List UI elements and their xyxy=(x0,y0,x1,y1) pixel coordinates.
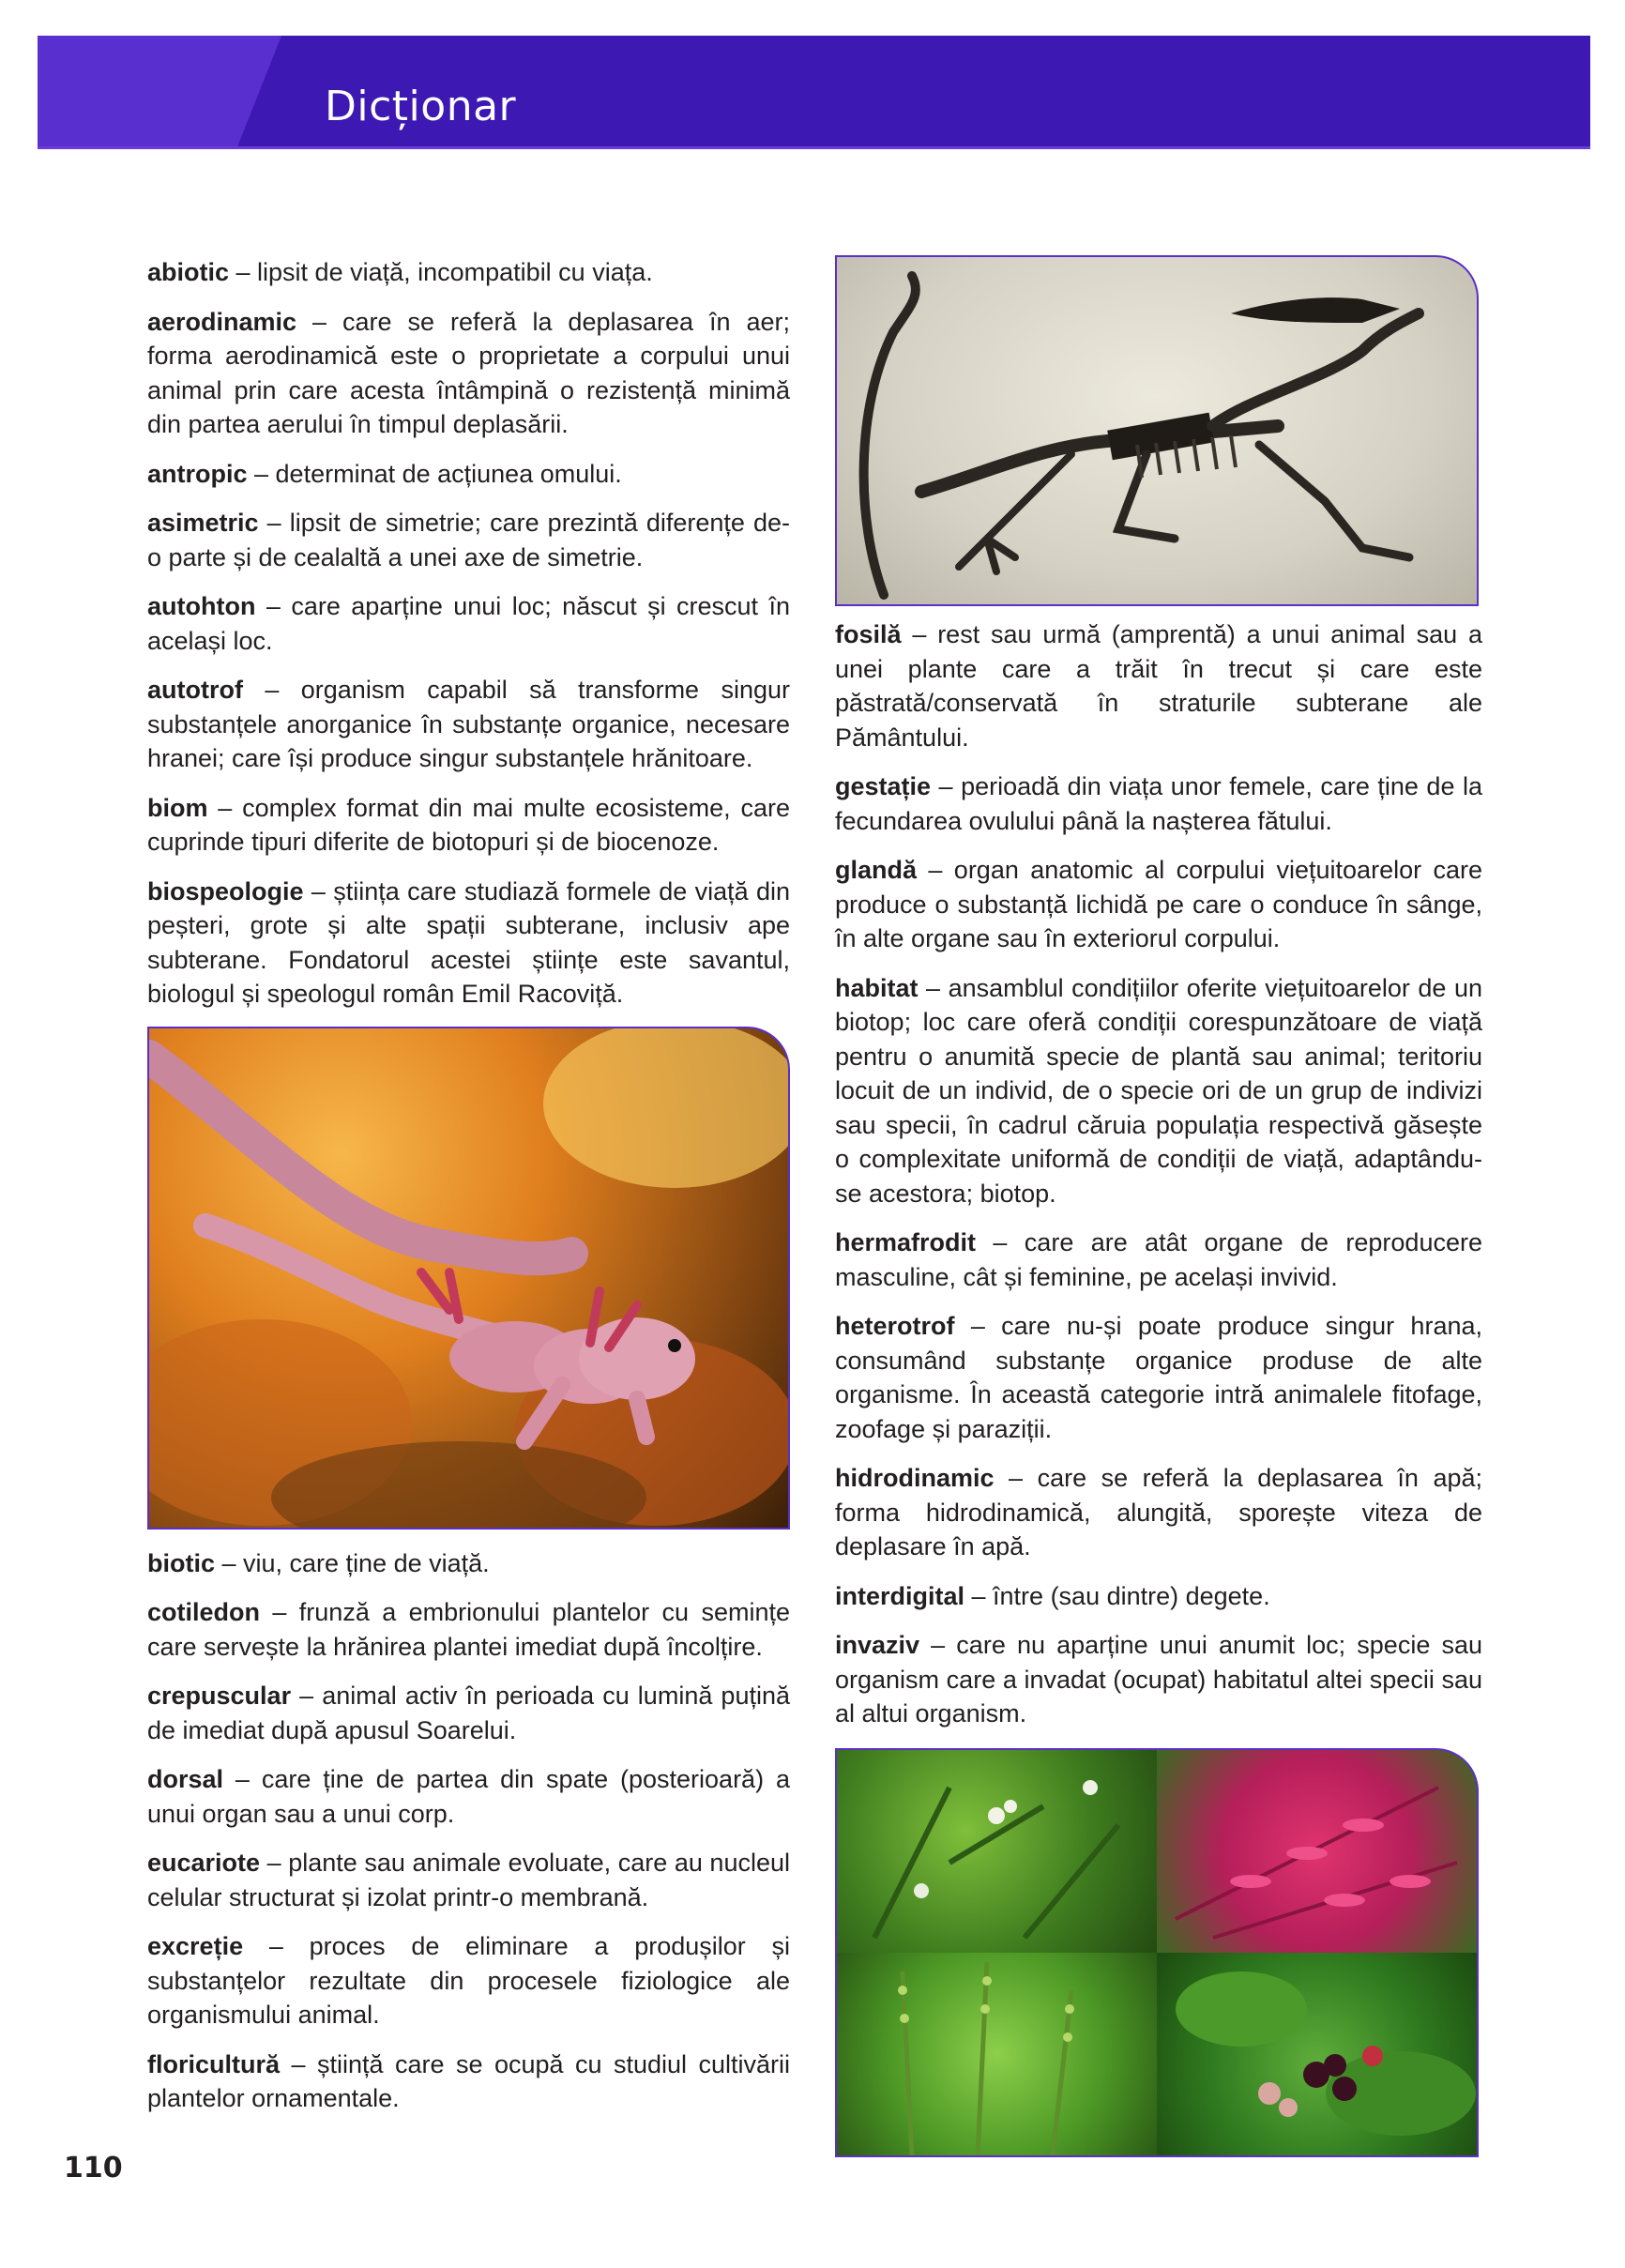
entry-definition: – determinat de acțiunea omului. xyxy=(247,459,622,488)
page-header xyxy=(38,36,1590,149)
fossil-photo xyxy=(835,255,1479,606)
entry-term: habitat xyxy=(835,973,919,1002)
dictionary-entry xyxy=(147,255,790,290)
entry-term: autohton xyxy=(147,592,256,620)
entry-term: biotic xyxy=(147,1548,215,1577)
entry-term: hidrodinamic xyxy=(835,1464,995,1492)
entry-term: biospeologie xyxy=(147,876,304,906)
entry-definition: – rest sau urmă (amprentă) a unui animal sau a unei plante care a trăit în trecut și care este păstrată/conservată în straturile subterane ale Pământului. xyxy=(835,620,1482,752)
entry-term: glandă xyxy=(835,856,918,884)
dictionary-entry xyxy=(835,1461,1482,1564)
invasive-plants-photo-grid xyxy=(835,1748,1479,2157)
entry-term: biom xyxy=(147,793,208,822)
dictionary-entry xyxy=(835,769,1482,838)
entry-definition: – complex format din mai multe ecosisteme, care cuprinde tipuri diferite de biotopuri și de biocenoze. xyxy=(147,793,790,856)
dictionary-entry xyxy=(147,1762,790,1831)
entry-definition: – care se referă la deplasarea în apă; forma hidrodinamică, alungită, sporește viteza de deplasare în apă. xyxy=(835,1464,1482,1560)
dictionary-entry xyxy=(147,305,790,442)
right-column xyxy=(835,255,1482,2157)
dictionary-entry xyxy=(835,1579,1482,1614)
entry-term: abiotic xyxy=(147,258,230,286)
dictionary-entry xyxy=(147,791,790,860)
entry-term: crepuscular xyxy=(147,1682,292,1710)
entry-definition: – ansamblul condițiilor oferite viețuitoarelor de un biotop; loc care oferă condiții corespunzătoare de viață pentru o anumită specie de plantă sau animal; teritoriu locuit de un individ, de o specie ori de un grup de indivizi sau specii, în cadrul căruia populația respectivă găsește o complexitate uniformă de condiții de viață, adaptându-se acestora; biotop. xyxy=(835,973,1482,1208)
entry-definition: – care are atât organe de reproducere masculine, cât și feminine, pe același invivid. xyxy=(835,1228,1482,1291)
dictionary-entry xyxy=(147,875,790,1012)
dictionary-entry xyxy=(147,457,790,492)
dictionary-entry xyxy=(835,1309,1482,1446)
entry-definition: – știință care se ocupă cu studiul cultivării plantelor ornamentale. xyxy=(147,2049,790,2112)
left-column xyxy=(147,255,790,2131)
dictionary-entry xyxy=(147,673,790,776)
entry-term: cotiledon xyxy=(147,1598,260,1626)
entry-definition: – între (sau dintre) degete. xyxy=(964,1581,1270,1610)
entry-term: interdigital xyxy=(835,1581,965,1610)
entry-term: dorsal xyxy=(147,1765,224,1793)
dictionary-entry xyxy=(835,971,1482,1211)
page-title: Dicționar xyxy=(325,83,517,130)
dictionary-entry xyxy=(147,1595,790,1664)
entry-term: antropic xyxy=(147,459,248,488)
dictionary-entry xyxy=(835,1628,1482,1731)
entry-term: excreție xyxy=(147,1932,244,1960)
dictionary-entry xyxy=(147,589,790,658)
entry-term: gestație xyxy=(835,772,932,800)
entry-definition: – care nu aparține unui anumit loc; specie sau organism care a invadat (ocupat) habitatul altei specii sau al altui organism. xyxy=(835,1631,1482,1728)
dictionary-entry xyxy=(147,1546,790,1581)
dictionary-entry xyxy=(147,1846,790,1914)
entry-term: eucariote xyxy=(147,1849,261,1877)
entry-definition: – care ține de partea din spate (posterioară) a unui organ sau a unui corp. xyxy=(147,1765,790,1828)
entry-term: fosilă xyxy=(835,620,902,648)
entry-definition: – știința care studiază formele de viață din peșteri, grote și alte spații subterane, inclusiv ape subterane. Fondatorul acestei științe este savantul, biologul și speologul român Emil Racoviță. xyxy=(147,876,790,1008)
entry-definition: – organ anatomic al corpului viețuitoarelor care produce o substanță lichidă pe care o conduce în sânge, în alte organe sau în exteriorul corpului. xyxy=(835,856,1482,952)
entry-definition: – plante sau animale evoluate, care au nucleul celular structurat și izolat printr-o membrană. xyxy=(147,1849,790,1911)
salamander-illustration xyxy=(149,1028,788,1528)
dictionary-entry xyxy=(835,617,1482,754)
entry-term: asimetric xyxy=(147,509,259,537)
entry-term: aerodinamic xyxy=(147,307,297,336)
plant-photo-top-right xyxy=(1157,1750,1477,1953)
entry-definition: – lipsit de simetrie; care prezintă diferențe de-o parte și de cealaltă a unei axe de simetrie. xyxy=(147,509,790,571)
header-accent-tab xyxy=(38,36,281,146)
dictionary-entry xyxy=(147,506,790,574)
dictionary-entry xyxy=(147,1679,790,1747)
dictionary-entry xyxy=(147,1929,790,2032)
entry-definition: – perioadă din viața unor femele, care ține de la fecundarea ovulului până la nașterea fătului. xyxy=(835,772,1482,835)
page-number: 110 xyxy=(64,2152,123,2184)
entry-term: floricultură xyxy=(147,2049,281,2078)
entry-term: invaziv xyxy=(835,1631,920,1659)
entry-term: heterotrof xyxy=(835,1312,955,1340)
entry-term: hermafrodit xyxy=(835,1228,977,1256)
dictionary-entry xyxy=(147,2047,790,2116)
left-entries-top xyxy=(147,255,790,1012)
entry-definition: – organism capabil să transforme singur substanțele anorganice în substanțe organice, necesare hranei; care își produce singur substanțele hrănitoare. xyxy=(147,676,790,772)
cave-salamander-photo xyxy=(147,1027,790,1530)
entry-definition: – lipsit de viață, incompatibil cu viața. xyxy=(229,258,653,286)
fossil-skeleton-illustration xyxy=(837,257,1477,604)
dictionary-entry xyxy=(835,853,1482,956)
entry-definition: – animal activ în perioada cu lumină puțină de imediat după apusul Soarelui. xyxy=(147,1682,790,1744)
entry-definition: – viu, care ține de viață. xyxy=(215,1548,490,1577)
plant-photo-top-left xyxy=(837,1750,1157,1953)
plant-photo-bottom-right xyxy=(1157,1953,1477,2155)
plant-photo-bottom-left xyxy=(837,1953,1157,2155)
entry-term: autotrof xyxy=(147,676,243,704)
dictionary-entry xyxy=(835,1225,1482,1294)
entry-definition: – care se referă la deplasarea în aer; forma aerodinamică este o proprietate a corpului unui animal prin care acesta întâmpină o rezistență minimă din partea aerului în timpul deplasării. xyxy=(147,307,790,438)
right-entries xyxy=(835,617,1482,1731)
entry-definition: – care aparține unui loc; născut și crescut în același loc. xyxy=(147,592,790,655)
left-entries-bottom xyxy=(147,1546,790,2116)
entry-definition: – care nu-și poate produce singur hrana, consumând substanțe organice produse de alte organisme. În această categorie intră animalele fitofage, zoofage și paraziții. xyxy=(835,1312,1482,1443)
entry-definition: – frunză a embrionului plantelor cu semințe care servește la hrănirea plantei imediat după încolțire. xyxy=(147,1598,790,1661)
entry-definition: – proces de eliminare a produșilor și substanțelor rezultate din procesele fiziologice ale organismului animal. xyxy=(147,1932,790,2029)
